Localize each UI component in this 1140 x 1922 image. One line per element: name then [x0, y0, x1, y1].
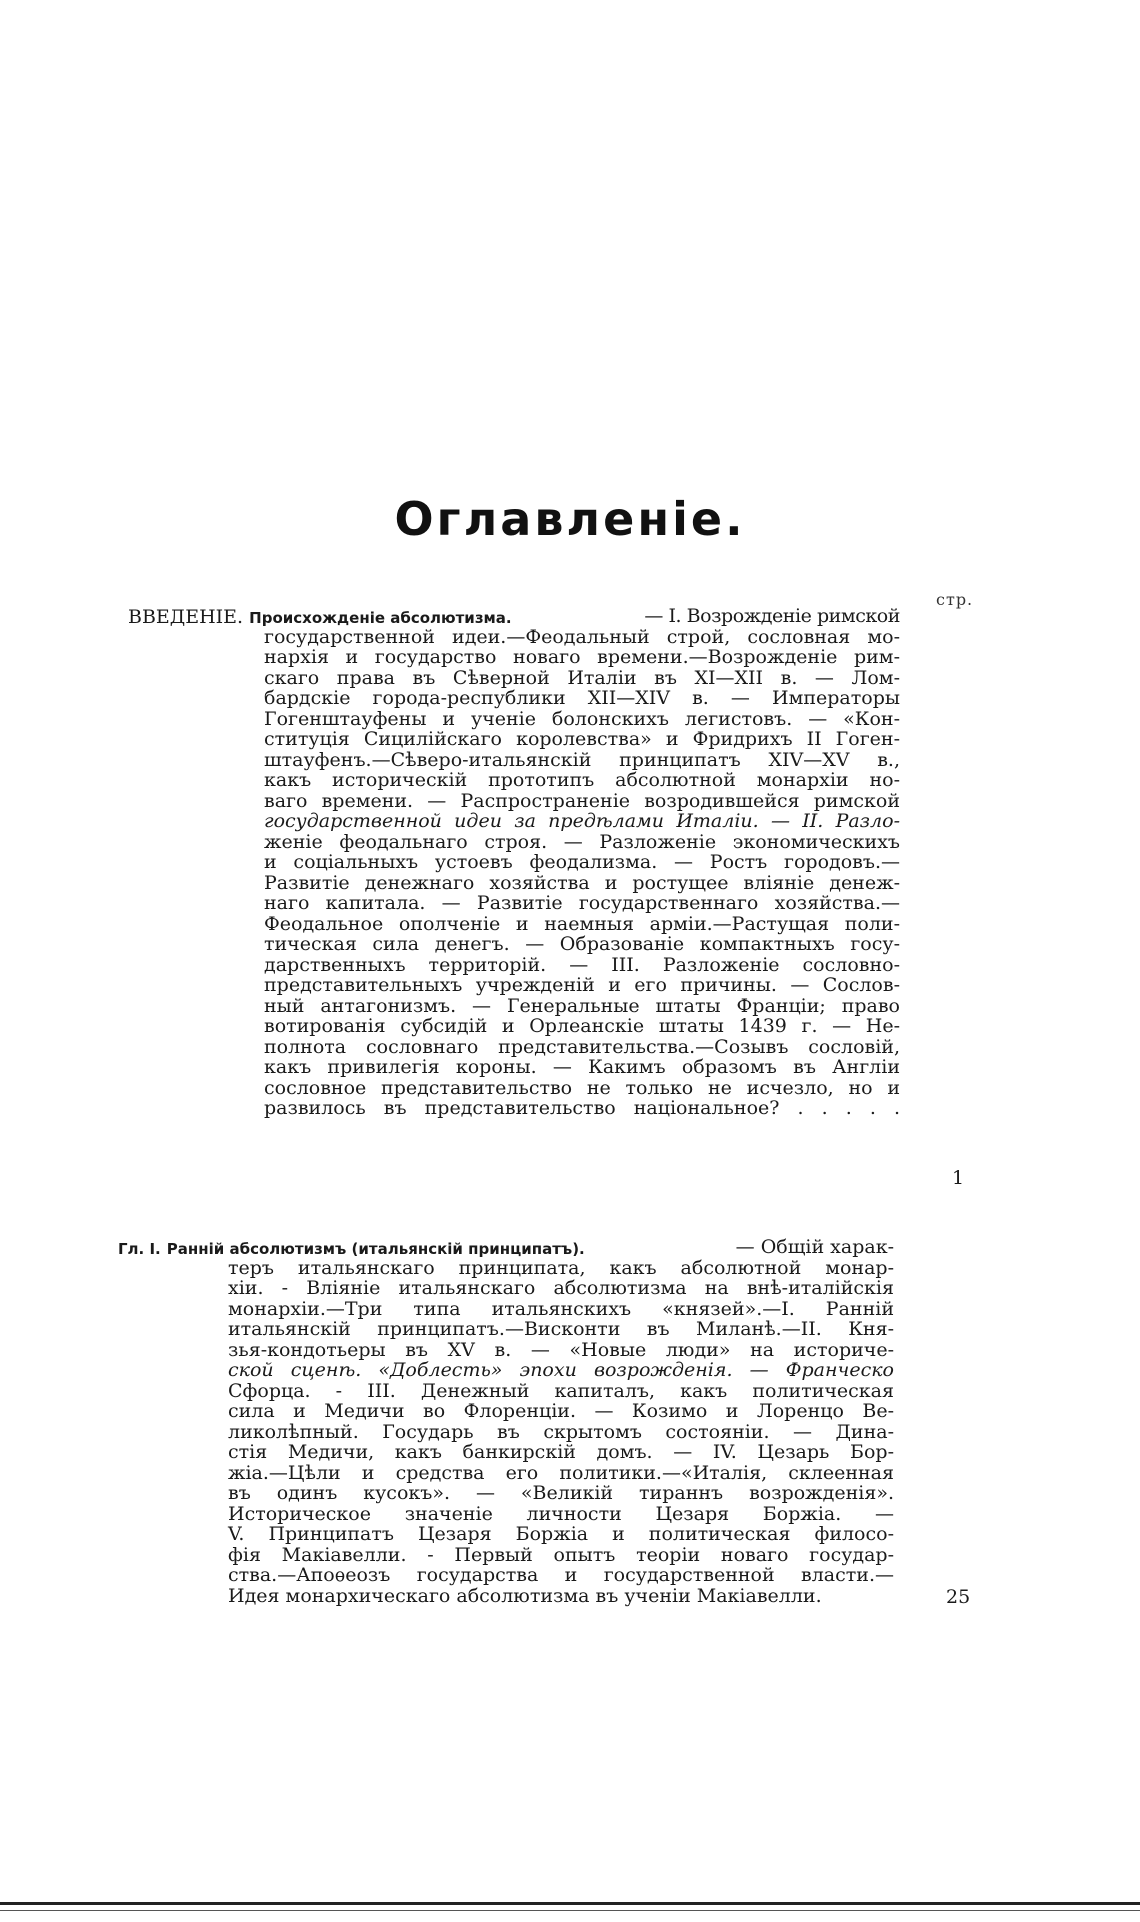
entry-line: развилось въ представительство національное? . . . . . — [264, 1097, 900, 1119]
entry-label: ВВЕДЕНІЕ. — [128, 606, 244, 628]
entry-label: Гл. I. — [118, 1240, 161, 1258]
entry-line: стія Медичи, какъ банкирскій домъ. — IV. Цезарь Бор- — [228, 1441, 894, 1463]
entry-line: полнота сословнаго представительства.—Созывъ сословій, — [264, 1035, 900, 1058]
entry-line: сословное представительство не только не исчезло, но и — [264, 1076, 900, 1099]
entry-line: наго капитала. — Развитіе государственнаго хозяйства.— — [264, 892, 900, 914]
page-column-label: стр. — [936, 590, 974, 609]
entry-line: — I. Возрожденіе римской — [644, 605, 900, 627]
page-title: Оглавленіе. — [394, 492, 746, 546]
bottom-rule-thin — [0, 1910, 1140, 1911]
entry-line: ный антагонизмъ. — Генеральные штаты Франціи; право — [264, 994, 900, 1017]
entry-line: ства.—Апоѳеозъ государства и государственной власти.— — [228, 1564, 894, 1586]
entry-heading: Происхожденіе абсолютизма. — [249, 609, 512, 627]
page-number: 25 — [946, 1586, 971, 1608]
entry-line: дарственныхъ территорій. — III. Разложеніе сословно- — [264, 953, 900, 976]
entry-line: скаго права въ Сѣверной Италіи въ XI—XII в. — Лом- — [264, 666, 900, 689]
entry-line: теръ итальянскаго принципата, какъ абсолютной монар- — [228, 1256, 894, 1279]
entry-line: ликолѣпный. Государь въ скрытомъ состояніи. — Дина- — [228, 1420, 894, 1443]
entry-line: какъ историческій прототипъ абсолютной монархіи но- — [264, 769, 900, 791]
entry-line: государственной идеи.—Феодальный строй, сословная мо- — [264, 625, 900, 648]
entry-line: жіа.—Цѣли и средства его политики.—«Италія, склеенная — [228, 1461, 894, 1484]
entry-line: Идея монархическаго абсолютизма въ ученіи Макіавелли. — [228, 1584, 822, 1607]
bottom-rule — [0, 1902, 1140, 1905]
entry-line: и соціальныхъ устоевъ феодализма. — Ростъ городовъ.— — [264, 851, 900, 873]
entry-line: Историческое значеніе личности Цезаря Боржіа. — — [228, 1502, 894, 1525]
entry-line: въ одинъ кусокъ». — «Великій тираннъ возрожденія». — [228, 1482, 894, 1504]
entry-line: Развитіе денежнаго хозяйства и ростущее вліяніе денеж- — [264, 871, 900, 894]
page-number: 1 — [952, 1167, 965, 1189]
entry-line: государственной идеи за предѣлами Италіи. — II. Разло- — [264, 810, 900, 832]
toc-entry-introduction — [264, 606, 900, 1119]
entry-line: хіи. - Вліяніе итальянскаго абсолютизма на внѣ-италійскія — [228, 1277, 894, 1299]
entry-heading: Ранній абсолютизмъ (итальянскій принципатъ). — [166, 1240, 585, 1258]
entry-line: фія Макіавелли. - Первый опытъ теоріи новаго государ- — [228, 1543, 894, 1566]
entry-line: V. Принципатъ Цезаря Боржіа и политическая филосо- — [228, 1523, 894, 1545]
entry-line: бардскіе города-республики XII—XIV в. — Императоры — [264, 687, 900, 709]
entry-line: Сфорца. - III. Денежный капиталъ, какъ политическая — [228, 1379, 894, 1402]
entry-line: — Общій харак- — [735, 1236, 894, 1258]
entry-line: монархіи.—Три типа итальянскихъ «князей».—I. Ранній — [228, 1297, 894, 1320]
entry-line: сила и Медичи во Флоренціи. — Козимо и Лоренцо Ве- — [228, 1400, 894, 1422]
entry-line: Феодальное ополченіе и наемныя арміи.—Растущая поли- — [264, 912, 900, 935]
entry-line: ституція Сицилійскаго королевства» и Фридрихъ II Гоген- — [264, 728, 900, 750]
entry-line: какъ привилегія короны. — Какимъ образомъ въ Англіи — [264, 1056, 900, 1078]
entry-line: женіе феодальнаго строя. — Разложеніе экономическихъ — [264, 830, 900, 853]
entry-line: вотированія субсидій и Орлеанскіе штаты 1439 г. — Не- — [264, 1015, 900, 1037]
entry-line: Гогенштауфены и ученіе болонскихъ легистовъ. — «Кон- — [264, 707, 900, 730]
entry-line: ской сценѣ. «Доблесть» эпохи возрожденія. — Франческо — [228, 1359, 894, 1381]
entry-line: ваго времени. — Распространеніе возродившейся римской — [264, 789, 900, 812]
entry-line: итальянскій принципатъ.—Висконти въ Миланѣ.—II. Кня- — [228, 1318, 894, 1340]
entry-line: нархія и государство новаго времени.—Возрожденіе рим- — [264, 646, 900, 668]
entry-line: представительныхъ учрежденій и его причины. — Сослов- — [264, 974, 900, 996]
entry-line: штауфенъ.—Сѣверо-итальянскій принципатъ XIV—XV в., — [264, 748, 900, 771]
entry-line: тическая сила денегъ. — Образованіе компактныхъ госу- — [264, 933, 900, 955]
toc-entry-chapter-1 — [228, 1237, 894, 1606]
entry-line: зья-кондотьеры въ XV в. — «Новые люди» на историче- — [228, 1338, 894, 1361]
